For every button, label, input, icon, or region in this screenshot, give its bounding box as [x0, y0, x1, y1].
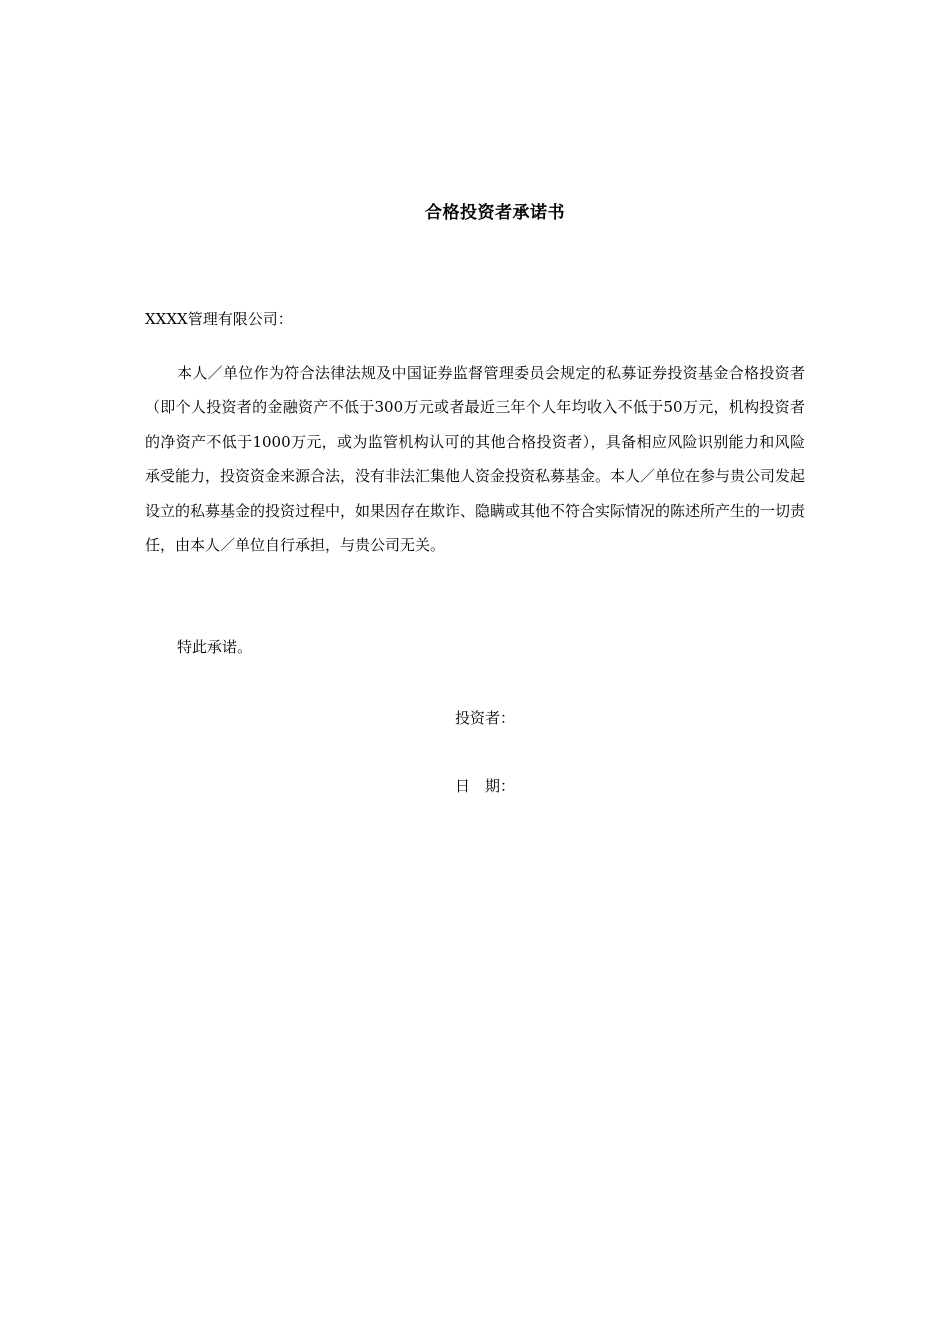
- date-label: 日 期：: [455, 777, 516, 795]
- closing-statement: 特此承诺。: [177, 638, 253, 656]
- investor-signature-label: 投资者：: [455, 709, 516, 727]
- document-title: 合格投资者承诺书: [425, 203, 565, 223]
- body-paragraph: 本人／单位作为符合法律法规及中国证券监督管理委员会规定的私募证券投资基金合格投资者（即个人投资者的金融资产不低于300万元或者最近三年个人年均收入不低于50万元，机构投资者的净资产不低于1000万元，或为监管机构认可的其他合格投资者），具备相应风险识别能力和风险承受能力，投资资金来源合法，没有非法汇集他人资金投资私募基金。本人／单位在参与贵公司发起设立的私募基金的投资过程中，如果因存在欺诈、隐瞒或其他不符合实际情况的陈述所产生的一切责任，由本人／单位自行承担，与贵公司无关。: [145, 364, 806, 555]
- salutation: XXXX管理有限公司：: [145, 310, 293, 328]
